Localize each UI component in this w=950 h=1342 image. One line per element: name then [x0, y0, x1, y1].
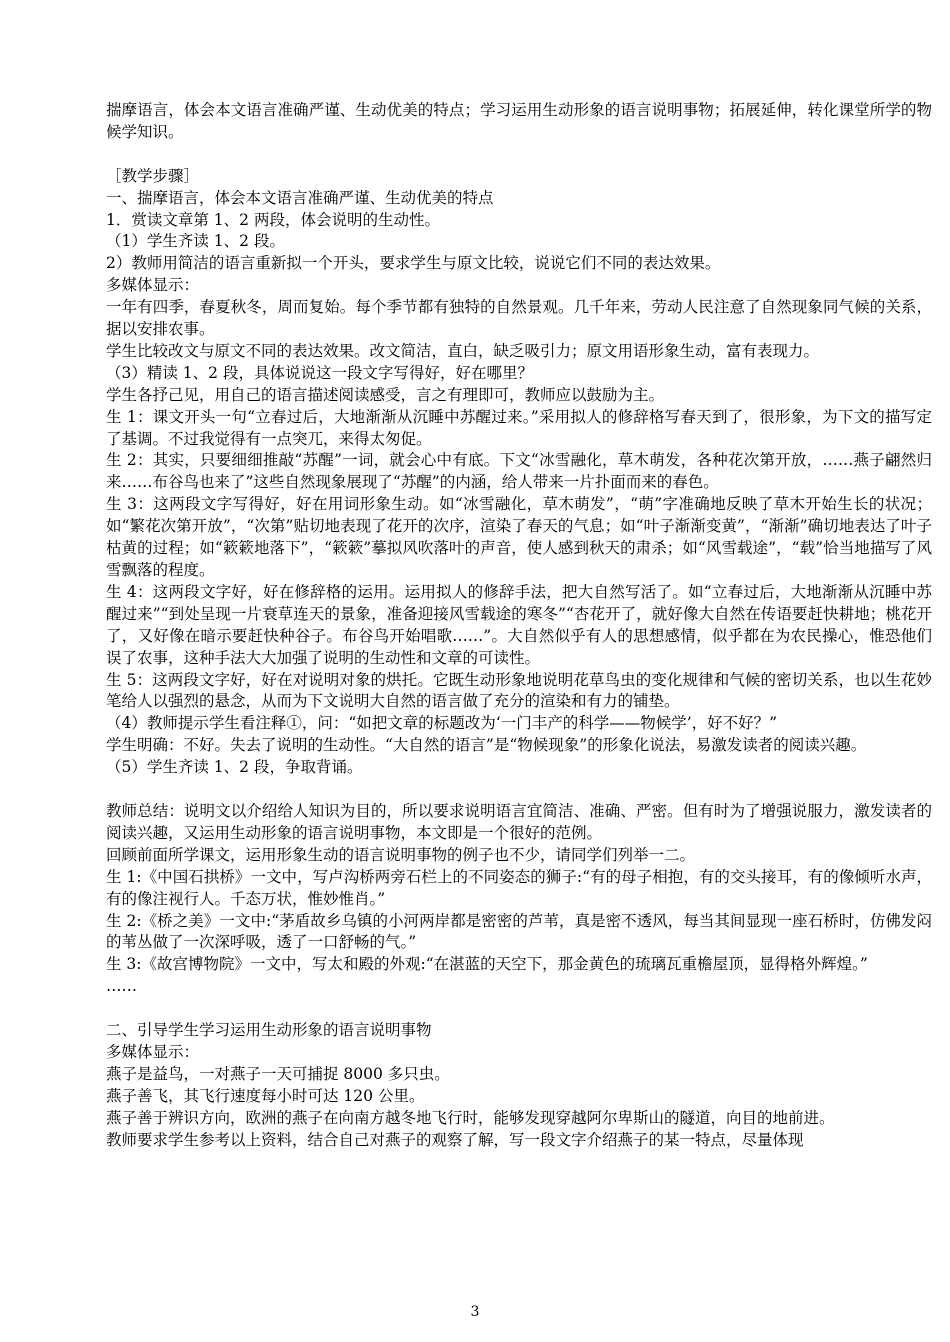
student-3-answer: 生 3：这两段文字写得好，好在用词形象生动。如“冰雪融化，草木萌发”，“萌”字准确地反映了草木开始生长的状况；如“繁花次第开放”，“次第”贴切地表现了花开的次序，渲染了春天的气息；如“叶子渐渐变黄”，“渐渐”确切地表达了叶子枯黄的过程；如“簌簌地落下”，“簌簌”摹拟风吹落叶的声音，使人感到秋天的肃杀；如“风雪载途”，“载”恰当地描写了风雪飘落的程度。: [106, 495, 932, 580]
step-1-item-4: （4）教师提示学生看注释①，问：“如把文章的标题改为‘一门丰产的科学——物候学’，好不好？”: [106, 714, 778, 733]
student-clarification: 学生明确：不好。失去了说明的生动性。“大自然的语言”是“物候现象”的形象化说法，易激发读者的阅读兴趣。: [106, 736, 867, 755]
teacher-summary: 教师总结：说明文以介绍给人知识为目的，所以要求说明语言宜简洁、准确、严密。但有时为了增强说服力，激发读者的阅读兴趣，又运用生动形象的语言说明事物，本文即是一个很好的范例。: [106, 801, 932, 842]
writing-task: 教师要求学生参考以上资料，结合自己对燕子的观察了解，写一段文字介绍燕子的某一特点，尽量体现: [106, 1130, 804, 1149]
step-1-item-2: 2）教师用简洁的语言重新拟一个开头，要求学生与原文比较，说说它们不同的表达效果。: [106, 254, 721, 273]
rewritten-opening: 一年有四季，春夏秋冬，周而复始。每个季节都有独特的自然景观。几千年来，劳动人民注意了自然现象同气候的关系，据以安排农事。: [106, 298, 932, 339]
step-1-item-1: （1）学生齐读 1、2 段。: [106, 232, 285, 251]
example-3: 生 3:《故宫博物院》一文中，写太和殿的外观:“在湛蓝的天空下，那金黄色的琉璃瓦重檐屋顶，显得格外辉煌。”: [106, 955, 868, 974]
example-1: 生 1:《中国石拱桥》一文中，写卢沟桥两旁石栏上的不同姿态的狮子:“有的母子相抱，有的交头接耳，有的像倾听水声，有的像注视行人。千态万状，惟妙惟肖。”: [106, 867, 932, 908]
student-2-answer: 生 2：其实，只要细细推敲“苏醒”一词，就会心中有底。下文“冰雪融化，草木萌发，各种花次第开放，……燕子翩然归来……布谷鸟也来了”这些自然现象展现了“苏醒”的内涵，给人带来一片扑面而来的春色。: [106, 451, 932, 492]
step-1-item-3: （3）精读 1、2 段，具体说说这一段文字写得好，好在哪里？: [106, 363, 533, 382]
blank-line: [106, 998, 932, 1020]
swallow-fact-2: 燕子善飞，其飞行速度每小时可达 120 公里。: [106, 1086, 425, 1105]
blank-line: [106, 779, 932, 801]
swallow-fact-1: 燕子是益鸟，一对燕子一天可捕捉 8000 多只虫。: [106, 1064, 450, 1083]
part-one-heading: 一、揣摩语言，体会本文语言准确严谨、生动优美的特点: [106, 188, 494, 207]
student-4-answer: 生 4：这两段文字好，好在修辞格的运用。运用拟人的修辞手法，把大自然写活了。如“立春过后，大地渐渐从沉睡中苏醒过来”“到处呈现一片衰草连天的景象，准备迎接风雪载途的寒冬”“杏花开了，就好像大自然在传语要赶快耕地；桃花开了，又好像在暗示要赶快种谷子。布谷鸟开始唱歌……”。大自然似乎有人的思想感情，似乎都在为农民操心，惟恐他们误了农事，这种手法大大加强了说明的生动性和文章的可读性。: [106, 582, 932, 667]
example-2: 生 2:《桥之美》一文中:“茅盾故乡乌镇的小河两岸都是密密的芦苇，真是密不透风，每当其间显现一座石桥时，仿佛发闷的苇丛做了一次深呼吸，透了一口舒畅的气。”: [106, 911, 932, 952]
document-body: [106, 100, 932, 1151]
page-number: 3: [470, 1304, 480, 1320]
step-1-heading: 1．赏读文章第 1、2 两段，体会说明的生动性。: [106, 210, 440, 229]
step-1-item-5: （5）学生齐读 1、2 段，争取背诵。: [106, 758, 363, 777]
ellipsis-line: ……: [106, 977, 137, 996]
review-prompt: 回顾前面所学课文，运用形象生动的语言说明事物的例子也不少，请同学们列举一二。: [106, 845, 696, 864]
student-1-answer: 生 1：课文开头一句“立春过后，大地渐渐从沉睡中苏醒过来。”采用拟人的修辞格写春天到了，很形象，为下文的描写定了基调。不过我觉得有一点突兀，来得太匆促。: [106, 407, 932, 448]
student-5-answer: 生 5：这两段文字好，好在对说明对象的烘托。它既生动形象地说明花草鸟虫的变化规律和气候的密切关系，也以生花妙笔给人以强烈的悬念，从而为下文说明大自然的语言做了充分的渲染和有力的铺垫。: [106, 670, 932, 711]
comparison-paragraph: 学生比较改文与原文不同的表达效果。改文简洁，直白，缺乏吸引力；原文用语形象生动，富有表现力。: [106, 341, 820, 360]
intro-paragraph: 揣摩语言，体会本文语言准确严谨、生动优美的特点；学习运用生动形象的语言说明事物；拓展延伸，转化课堂所学的物候学知识。: [106, 101, 932, 141]
multimedia-label-2: 多媒体显示：: [106, 1042, 200, 1061]
multimedia-label: 多媒体显示：: [106, 276, 200, 295]
swallow-fact-3: 燕子善于辨识方向，欧洲的燕子在向南方越冬地飞行时，能够发现穿越阿尔卑斯山的隧道，向目的地前进。: [106, 1108, 835, 1127]
part-two-heading: 二、引导学生学习运用生动形象的语言说明事物: [106, 1021, 432, 1040]
blank-line: [106, 144, 932, 166]
section-heading-teaching-steps: ［教学步骤］: [106, 166, 200, 185]
student-response-intro: 学生各抒己见，用自己的语言描述阅读感受，言之有理即可，教师应以鼓励为主。: [106, 385, 665, 404]
